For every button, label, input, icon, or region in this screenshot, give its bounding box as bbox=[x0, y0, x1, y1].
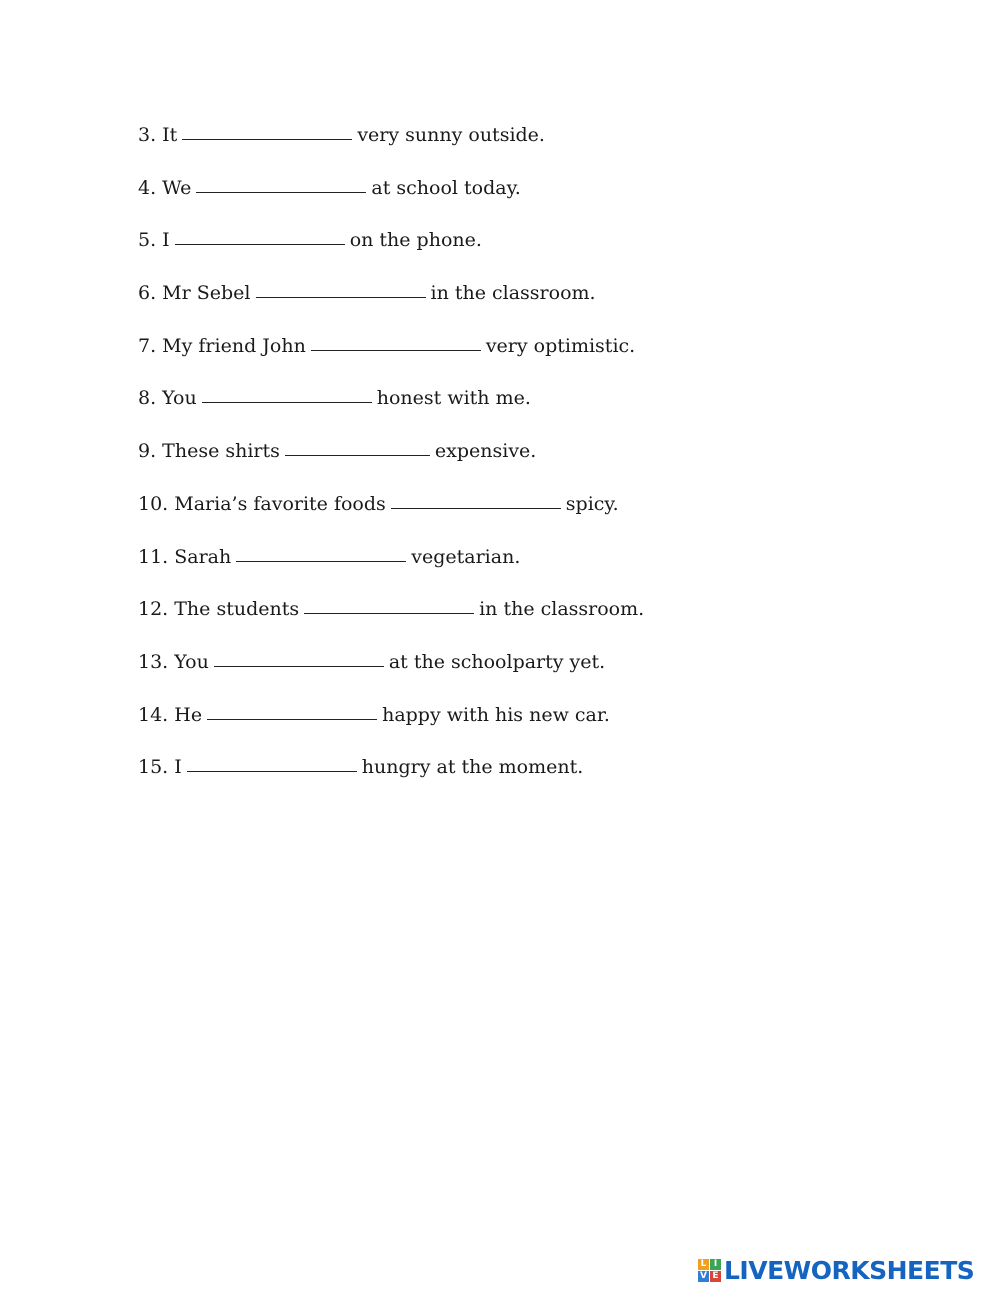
answer-blank[interactable] bbox=[202, 383, 372, 403]
exercise-line bbox=[138, 594, 898, 647]
sentence-start: 7. My friend John bbox=[138, 334, 306, 357]
sentence-start: 5. I bbox=[138, 229, 170, 252]
exercise-line bbox=[138, 542, 898, 595]
logo-tile: E bbox=[710, 1271, 721, 1282]
sentence-start: 4. We bbox=[138, 176, 192, 199]
sentence-start: 15. I bbox=[138, 756, 182, 779]
answer-blank[interactable] bbox=[182, 120, 352, 140]
answer-blank[interactable] bbox=[285, 436, 430, 456]
sentence-start: 14. He bbox=[138, 703, 203, 726]
answer-blank[interactable] bbox=[236, 542, 406, 562]
sentence-start: 11. Sarah bbox=[138, 545, 232, 568]
answer-blank[interactable] bbox=[175, 225, 345, 245]
exercise-line bbox=[138, 647, 898, 700]
sentence-start: 10. Maria’s favorite foods bbox=[138, 492, 386, 515]
answer-blank[interactable] bbox=[256, 278, 426, 298]
sentence-end: spicy. bbox=[565, 492, 619, 515]
exercise-line bbox=[138, 436, 898, 489]
worksheet bbox=[138, 120, 898, 805]
exercise-line bbox=[138, 225, 898, 278]
exercise-line bbox=[138, 489, 898, 542]
sentence-start: 12. The students bbox=[138, 598, 300, 621]
answer-blank[interactable] bbox=[391, 489, 561, 509]
sentence-end: in the classroom. bbox=[479, 598, 645, 621]
sentence-end: very optimistic. bbox=[485, 334, 636, 357]
logo-tile: L bbox=[698, 1259, 709, 1270]
logo-tile: V bbox=[698, 1271, 709, 1282]
sentence-end: at school today. bbox=[371, 176, 521, 199]
sentence-end: vegetarian. bbox=[411, 545, 521, 568]
logo-tile: I bbox=[710, 1259, 721, 1270]
answer-blank[interactable] bbox=[304, 594, 474, 614]
answer-blank[interactable] bbox=[214, 647, 384, 667]
liveworksheets-logo bbox=[698, 1255, 974, 1285]
sentence-end: at the schoolparty yet. bbox=[388, 650, 606, 673]
sentence-end: happy with his new car. bbox=[382, 703, 610, 726]
sentence-end: in the classroom. bbox=[430, 282, 596, 305]
answer-blank[interactable] bbox=[196, 173, 366, 193]
sentence-end: hungry at the moment. bbox=[361, 756, 584, 779]
sentence-end: honest with me. bbox=[376, 387, 531, 410]
answer-blank[interactable] bbox=[187, 752, 357, 772]
answer-blank[interactable] bbox=[207, 700, 377, 720]
exercise-line bbox=[138, 752, 898, 805]
exercise-line bbox=[138, 120, 898, 173]
answer-blank[interactable] bbox=[311, 331, 481, 351]
sentence-start: 9. These shirts bbox=[138, 440, 280, 463]
exercise-line bbox=[138, 383, 898, 436]
sentence-start: 13. You bbox=[138, 650, 209, 673]
sentence-end: expensive. bbox=[434, 440, 537, 463]
logo-text: LIVEWORKSHEETS bbox=[724, 1255, 975, 1285]
logo-tiles-icon bbox=[698, 1259, 721, 1282]
sentence-start: 6. Mr Sebel bbox=[138, 282, 251, 305]
exercise-line bbox=[138, 700, 898, 753]
sentence-end: on the phone. bbox=[349, 229, 482, 252]
exercise-line bbox=[138, 331, 898, 384]
exercise-line bbox=[138, 173, 898, 226]
exercise-line bbox=[138, 278, 898, 331]
sentence-start: 3. It bbox=[138, 124, 178, 146]
sentence-start: 8. You bbox=[138, 387, 197, 410]
sentence-end: very sunny outside. bbox=[357, 124, 545, 146]
